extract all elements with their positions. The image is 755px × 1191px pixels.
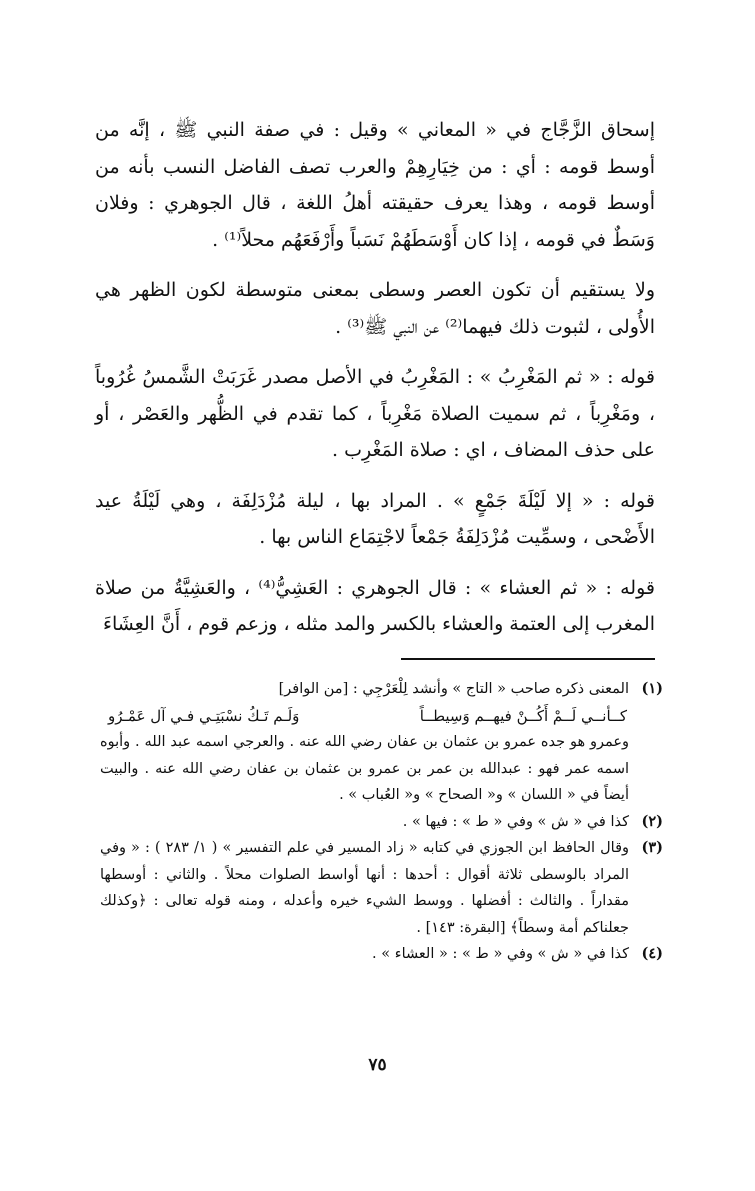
paragraph-2: ولا يستقيم أن تكون العصر وسطى بمعنى متوسطة لكون الظهر هي الأُولى ، لثبوت ذلك فيهما⁽²⁾ عن النبي ﷺ⁽³⁾ . bbox=[95, 279, 655, 338]
footnote-separator bbox=[401, 658, 655, 660]
paragraph-5: قوله : « ثم العشاء » : قال الجوهري : العَشِيُّ⁽⁴⁾ ، والعَشِيَّةُ من صلاة المغرب إلى العتمة والعشاء بالكسر والمد مثله ، وزعم قوم ، أَنَّ العِشَاءَ bbox=[95, 576, 655, 635]
verse-second-hemistich: وَلَـم تَـكُ نسْبَتِـي فـي آل عَمْـرُو bbox=[108, 706, 300, 725]
page-number: ٧٥ bbox=[368, 1055, 387, 1075]
verse-first-hemistich: كــأنــي لَــمْ أَكُــنْ فيهــم وَسِيطــاً bbox=[419, 706, 627, 725]
footnote-1 bbox=[100, 676, 663, 809]
footnote-number: (٤) bbox=[641, 945, 663, 962]
footnote-number: (٣) bbox=[641, 839, 663, 856]
footnote-4 bbox=[100, 941, 663, 968]
footnote-body: كذا في « ش » وفي « ط » : فيها » . bbox=[402, 813, 629, 830]
footnote-body: وقال الحافظ ابن الجوزي في كتابه « زاد المسير في علم التفسير » ( ١/ ٢٨٣ ) : « وفي المراد بالوسطى ثلاثة أقوال : أحدها : أنها أواسط الصلوات محلاً . والثاني : أوسطها مقداراً . والثالث : أفضلها . ووسط الشيء خيره وأعدله ، ومنه قوله تعالى : ﴿وكذلك جعلناكم أمة وسطاً﴾ [البقرة: ١٤٣] . bbox=[100, 840, 629, 936]
footnote-body: كذا في « ش » وفي « ط » : « العشاء » . bbox=[372, 946, 629, 962]
footnote-number: (١) bbox=[641, 680, 663, 697]
main-text bbox=[95, 112, 655, 657]
footnote-1-intro: المعنى ذكره صاحب « التاج » وأنشد لِلْعَرْجِي : [من الوافر] bbox=[278, 681, 629, 697]
paragraph-3: قوله : « ثم المَغْرِبُ » : المَغْرِبُ في الأصل مصدر غَرَبَتْ الشَّمسُ غُرُوباً ، ومَغْرِباً ، ثم سميت الصلاة مَغْرِباً ، كما تقدم في الظُّهر والعَصْر ، أو على حذف المضاف ، اي : صلاة المَغْرِب . bbox=[95, 366, 655, 461]
footnote-number: (٢) bbox=[641, 812, 663, 830]
footnotes bbox=[100, 676, 663, 968]
footnote-3 bbox=[100, 835, 663, 941]
footnote-2 bbox=[100, 809, 663, 836]
paragraph-4: قوله : « إلا لَيْلَةَ جَمْعٍ » . المراد بها ، ليلة مُزْدَلِفَة ، وهي لَيْلَةُ عيد الأَضْحى ، وسمِّيت مُزْدَلِفَةُ جَمْعاً لاجْتِمَاع الناس بها . bbox=[95, 489, 655, 548]
footnote-body bbox=[100, 676, 629, 809]
footnote-1-commentary: وعمرو هو جده عمرو بن عثمان بن عفان رضي الله عنه . والعرجي اسمه عبد الله . وأبوه اسمه عمر فهو : عبدالله بن عمر بن عمرو بن عثمان بن عفان رضي الله عنه . والبيت أيضاً في « اللسان » و« الصحاح » و« العُباب » . bbox=[100, 734, 629, 803]
paragraph-1: إسحاق الزَّجَّاج في « المعاني » وقيل : في صفة النبي ﷺ ، إنَّه من أوسط قومه : أي : من خِيَارِهِمْ والعرب تصف الفاضل النسب بأنه من أوسط قومه ، وهذا يعرف حقيقته أهلُ اللغة ، قال الجوهري : وفلان وَسَطٌ في قومه ، إذا كان أَوْسَطَهُمْ نَسَباً وأَرْفَعَهُم محلاً⁽¹⁾ . bbox=[95, 119, 655, 251]
poetry-verse bbox=[100, 703, 629, 730]
